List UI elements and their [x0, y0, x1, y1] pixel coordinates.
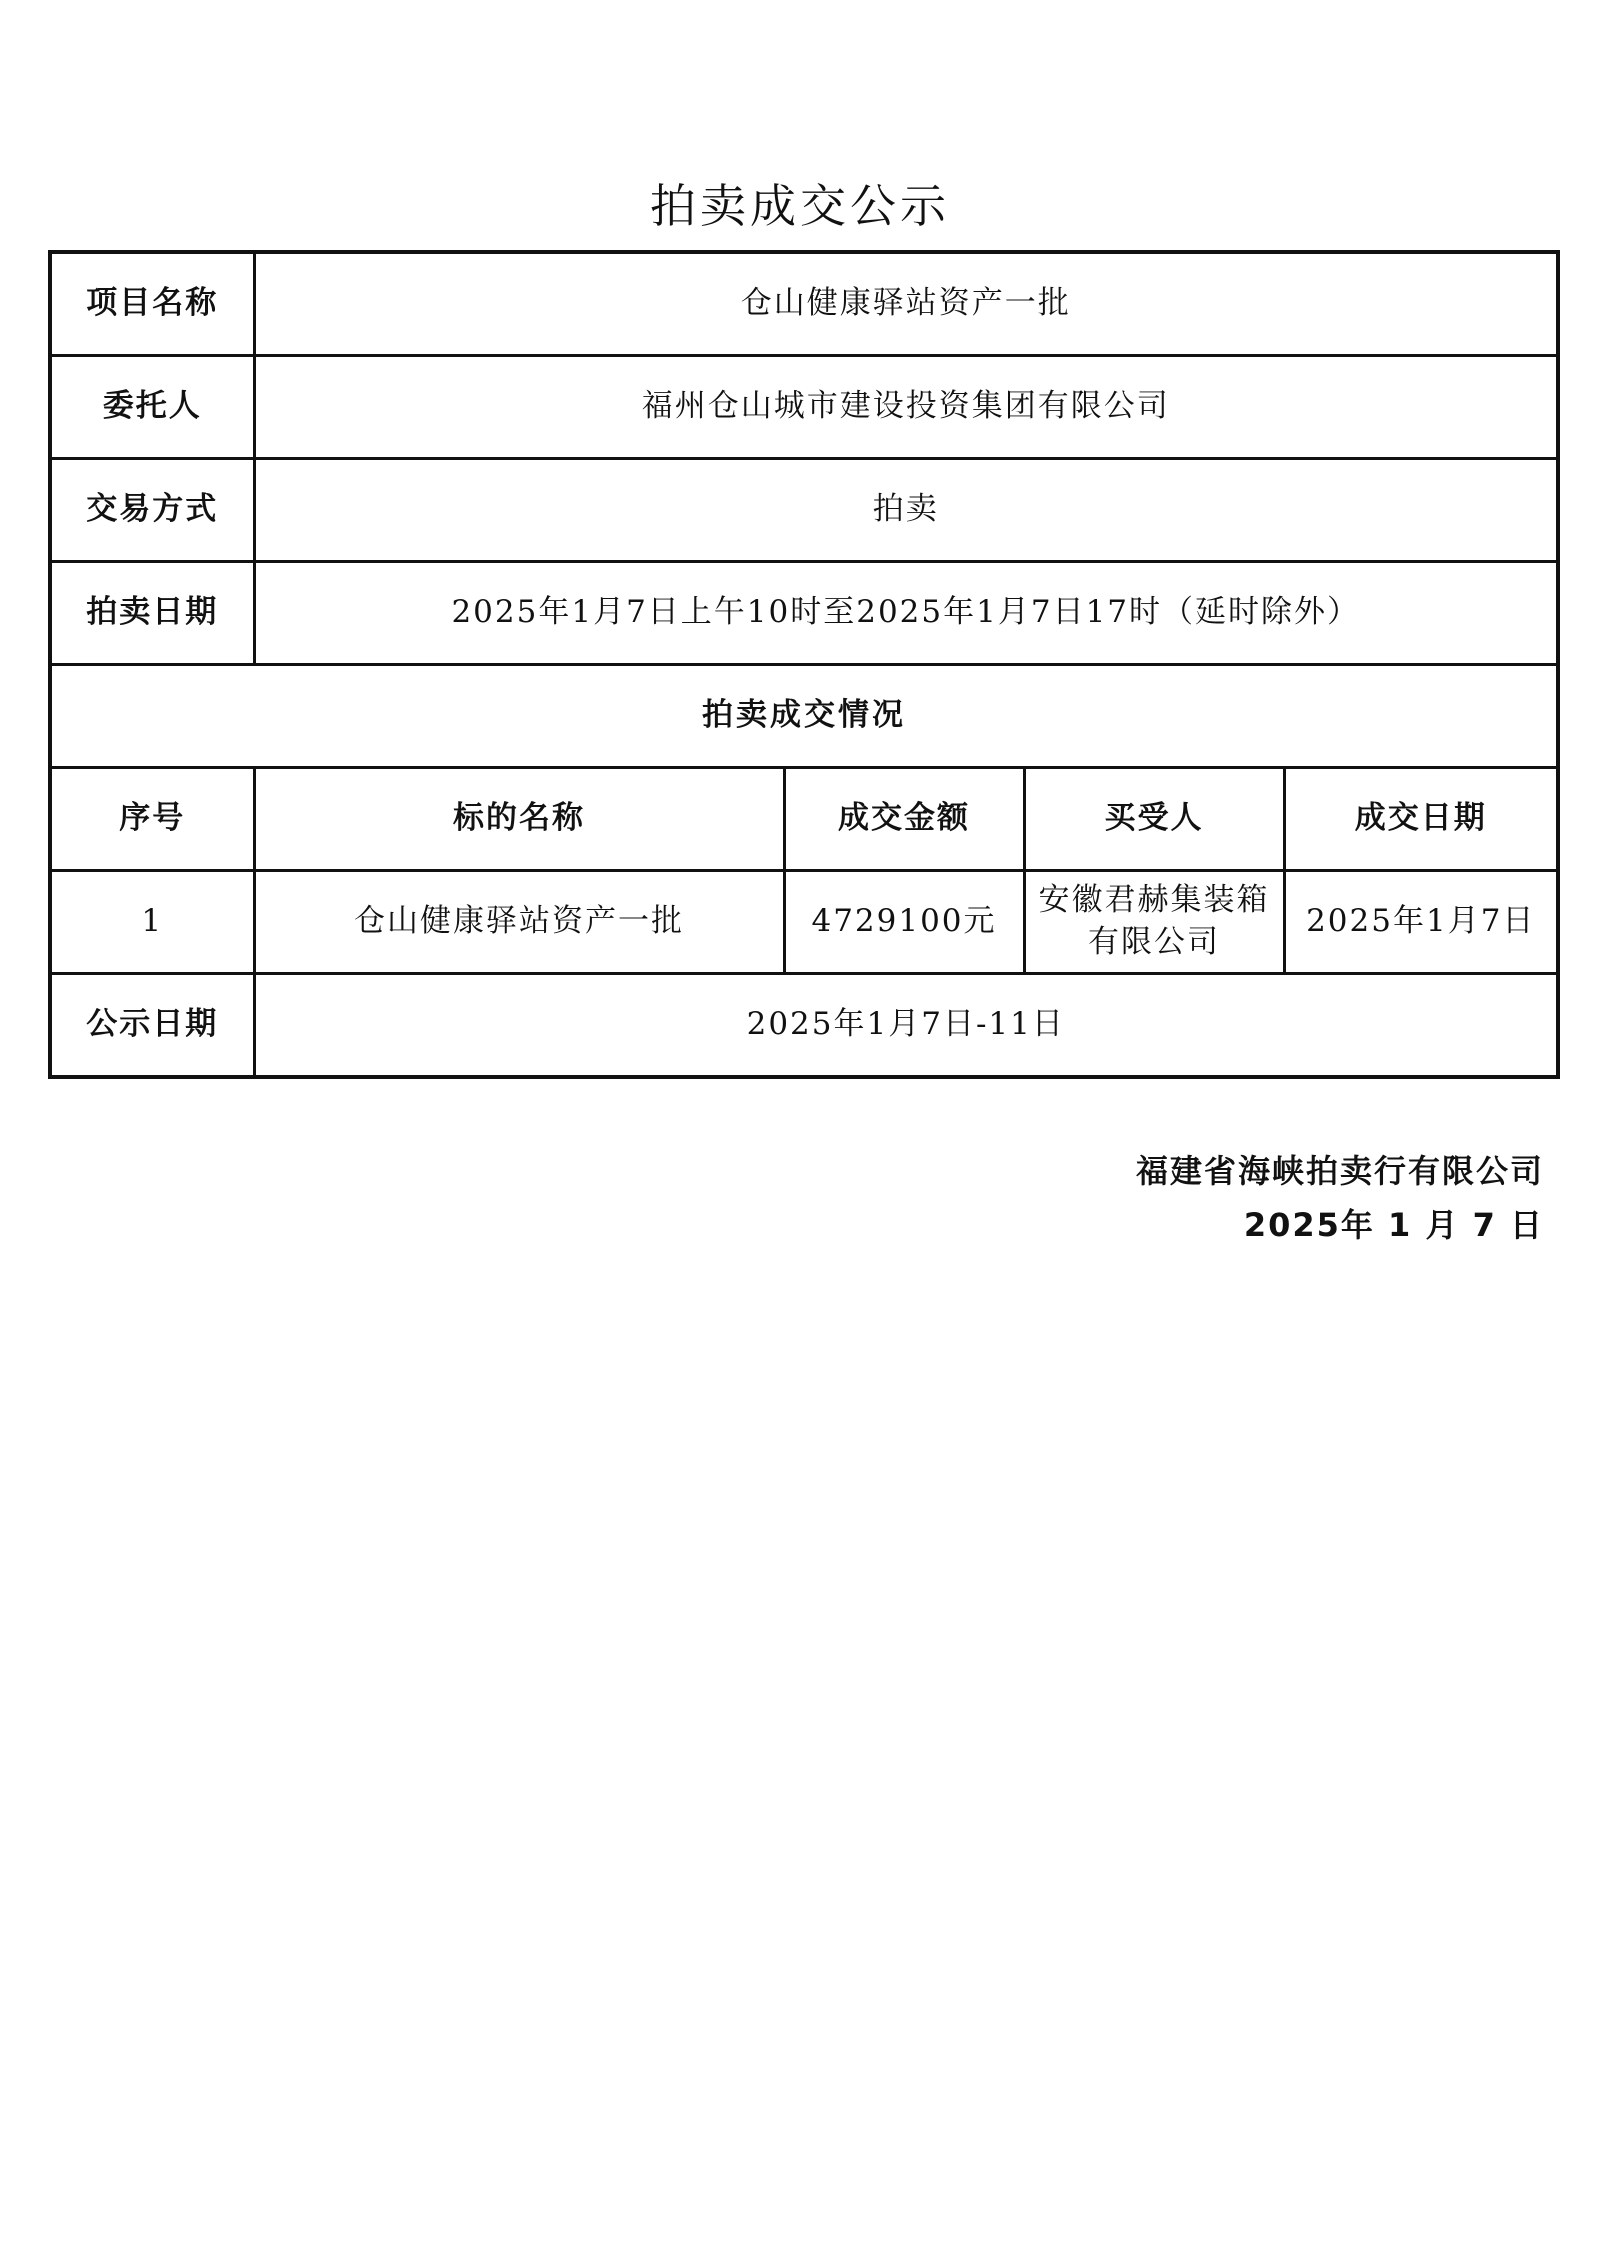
column-header-amount: 成交金额: [784, 768, 1024, 871]
cell-item-name: 仓山健康驿站资产一批: [254, 871, 784, 974]
cell-index: 1: [50, 871, 254, 974]
cell-buyer: 安徽君赫集装箱有限公司: [1024, 871, 1284, 974]
consignor-value: 福州仓山城市建设投资集团有限公司: [254, 356, 1558, 459]
auction-notice-table: [48, 250, 1560, 1079]
column-header-index: 序号: [50, 768, 254, 871]
footer-date: 2025年 1 月 7 日: [1243, 1206, 1544, 1244]
result-section-row: [50, 665, 1558, 768]
info-row-auction-date: [50, 562, 1558, 665]
auction-date-value: 2025年1月7日上午10时至2025年1月7日17时（延时除外）: [254, 562, 1558, 665]
table-row: [50, 871, 1558, 974]
info-row-trade-method: [50, 459, 1558, 562]
footer-company: 福建省海峡拍卖行有限公司: [1135, 1152, 1544, 1190]
project-name-label: 项目名称: [50, 252, 254, 356]
project-name-value: 仓山健康驿站资产一批: [254, 252, 1558, 356]
publicity-date-label: 公示日期: [50, 974, 254, 1078]
column-header-deal-date: 成交日期: [1284, 768, 1558, 871]
trade-method-label: 交易方式: [50, 459, 254, 562]
page-title: 拍卖成交公示: [650, 179, 950, 233]
column-header-buyer: 买受人: [1024, 768, 1284, 871]
cell-amount: 4729100元: [784, 871, 1024, 974]
auction-date-label: 拍卖日期: [50, 562, 254, 665]
consignor-label: 委托人: [50, 356, 254, 459]
result-header-row: [50, 768, 1558, 871]
result-section-heading: 拍卖成交情况: [50, 665, 1558, 768]
publicity-date-value: 2025年1月7日-11日: [254, 974, 1558, 1078]
trade-method-value: 拍卖: [254, 459, 1558, 562]
publicity-row: [50, 974, 1558, 1078]
info-row-project-name: [50, 252, 1558, 356]
cell-deal-date: 2025年1月7日: [1284, 871, 1558, 974]
info-row-consignor: [50, 356, 1558, 459]
column-header-item-name: 标的名称: [254, 768, 784, 871]
